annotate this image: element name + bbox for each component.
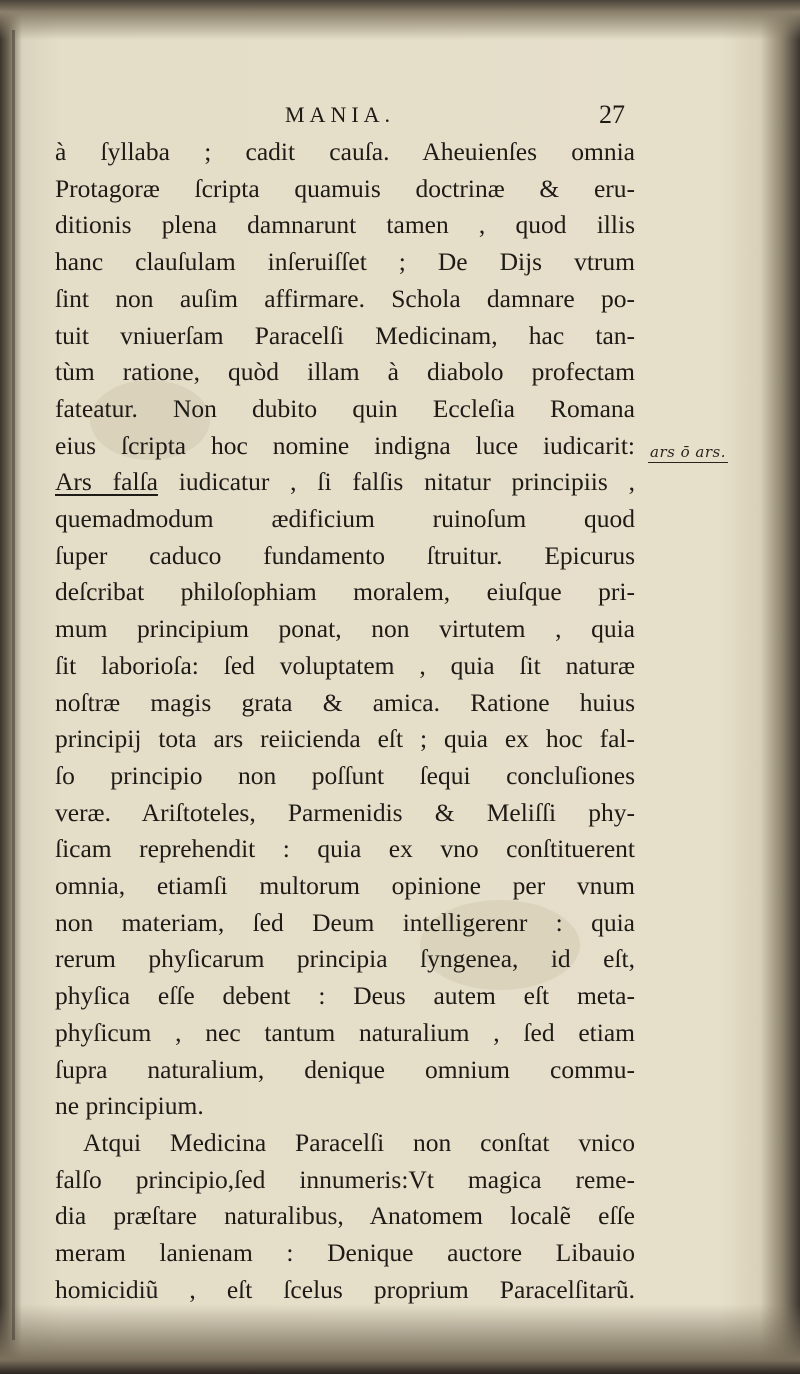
running-head: MANIA.	[285, 102, 396, 127]
text-line: falſo principio,ſed innumeris:Vt magica reme-	[55, 1164, 635, 1194]
text-line: rerum phyſicarum principia ſyngenea, id eſt,	[55, 944, 635, 974]
text-line: eius ſcripta hoc nomine indigna luce iudicarit:	[55, 430, 635, 460]
page-top-shadow	[0, 0, 800, 40]
text-line: quemadmodum ædificium ruinoſum quod	[55, 504, 635, 534]
text-line: Protagoræ ſcripta quamuis doctrinæ & eru-	[55, 173, 635, 203]
text-line: ſupra naturalium, denique omnium commu-	[55, 1054, 635, 1084]
text-line-with-underline	[55, 464, 635, 501]
paragraph-start-line: Atqui Medicina Paracelſi non conſtat vnico	[83, 1127, 635, 1157]
text-line: phyſica eſſe debent : Deus autem eſt meta-	[55, 981, 635, 1011]
handwritten-marginal-note: ars ō ars.	[650, 443, 726, 461]
page-bottom-shadow	[0, 1304, 800, 1374]
text-line: ſint non auſim affirmare. Schola damnare po-	[55, 283, 635, 313]
text-line: meram lanienam : Denique auctore Libauio	[55, 1238, 635, 1268]
text-line: ſit laborioſa: ſed voluptatem , quia ſit naturæ	[55, 650, 635, 680]
text-line: ſuper caduco fundamento ſtruitur. Epicurus	[55, 540, 635, 570]
text-line: noſtræ magis grata & amica. Ratione huius	[55, 687, 635, 717]
text-line: tùm ratione, quòd illam à diabolo profectam	[55, 357, 635, 387]
text-line: homicidiũ , eſt ſcelus proprium Paracelſitarũ.	[55, 1274, 635, 1304]
text-line: hanc clauſulam inſeruiſſet ; De Dijs vtrum	[55, 247, 635, 277]
text-line: ne principium.	[55, 1091, 204, 1121]
text-line: ſicam reprehendit : quia ex vno conſtituerent	[55, 834, 635, 864]
text-line: tuit vniuerſam Paracelſi Medicinam, hac tan-	[55, 320, 635, 350]
page-number: 27	[599, 100, 625, 129]
text-line: mum principium ponat, non virtutem , quia	[55, 614, 635, 644]
text-line-rest: iudicatur , ſi falſis nitatur principiis ,	[178, 467, 635, 497]
page-header	[55, 100, 635, 134]
text-line: dia præſtare naturalibus, Anatomem localẽ eſſe	[55, 1201, 635, 1231]
text-line: ditionis plena damnarunt tamen , quod illis	[55, 210, 635, 240]
text-line: deſcribat philoſophiam moralem, eiuſque pri-	[55, 577, 635, 607]
text-line: omnia, etiamſi multorum opinione per vnum	[55, 871, 635, 901]
underlined-phrase: Ars falſa	[55, 467, 158, 497]
text-line: phyſicum , nec tantum naturalium , ſed etiam	[55, 1017, 635, 1047]
text-line: fateatur. Non dubito quin Eccleſia Romana	[55, 393, 635, 423]
binding-gutter	[12, 30, 15, 1340]
text-line: non materiam, ſed Deum intelligerenr : quia	[55, 907, 635, 937]
text-line: ſo principio non poſſunt ſequi concluſiones	[55, 760, 635, 790]
text-line: veræ. Ariſtoteles, Parmenidis & Meliſſi phy-	[55, 797, 635, 827]
text-line: à ſyllaba ; cadit cauſa. Aheuienſes omnia	[55, 137, 635, 166]
text-line: principij tota ars reiicienda eſt ; quia ex hoc fal-	[55, 724, 635, 754]
page-text-block	[55, 100, 635, 1309]
